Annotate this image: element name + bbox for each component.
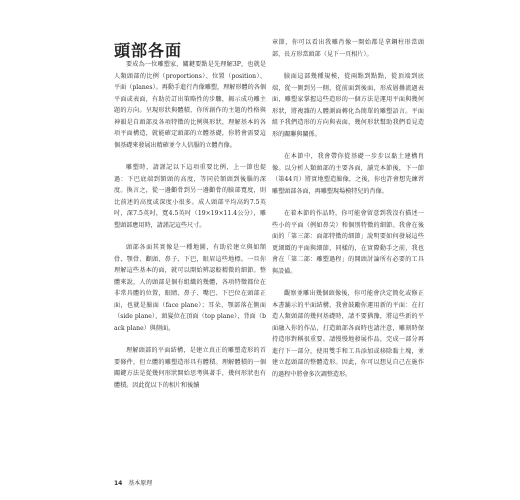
paragraph: 觀察並雕出幾個頭像後，你可能會決定簡化或修正本書舖示的平面結構，我會鼓勵你運用新的平面：在打造人類頭部的幾何基礎時，請不要猶豫，將這些新的平面融入你的作品，打造頭部各面時也請注意，雕刻時保持造形對稱很重要。請慢慢地發展作品，完成一部分再進行下一部分，使用雙手和工具添加或移除黏土塊，並建立起頭部的整體造形。因此，你可以想見自己在施作的過程中將會多次調整造形。 — [272, 290, 424, 378]
section-title: 頭部各面 — [114, 41, 183, 60]
page-footer — [114, 478, 152, 487]
paragraph: 頭部各面其實像是一種地圖，有助於建立與如額骨、顎骨、顴頭、鼻子、下巴，眼眉這些地標。一旦你理解這些基本的面，就可以開始辨認較精微的細節。整體來說，人的頭部是個有組織的幾體，各項特徵都位在非常具體的位置，眼睛、鼻子、嘴巴、下巴位在頭部正面，也就是臉面（face plane）；耳朵、顎部落在側面（side plane），頭髮位在頂面（top plane），背面（back plane）與側面。 — [114, 244, 266, 332]
left-column — [114, 59, 266, 391]
paragraph: 章節，你可以看出我雕肖像一開始都是拿鋼柱形當頭部，長方形當頭部（見下一頁相片）。 — [272, 39, 424, 58]
page-number: 14 — [114, 480, 123, 487]
running-section-name: 基本原理 — [128, 480, 153, 487]
paragraph: 在着本節的作品時，你可能會留意到我沒有描述一些小的平面（例如鼻尖）和個別特徵的細節。我會在後面的「第三部：面部特徵的細節」說明要如何發展這些更細緻的平面與細節，同樣的，在實際動手之前，我也會在「第二部：雕塑過程」的開頭討論所有必要的工具與設備。 — [272, 210, 424, 275]
paragraph: 在本節中，我會帶你從基礎一步步以黏土建構肖像。以分析人類頭部的主要各面，讀完本節後，下一節（第44頁）將實地塑造臉像，之後，你也許會想先練習雕塑頭部各面，再雕塑現場模特兒的肖像。 — [272, 153, 424, 195]
paragraph: 雕塑時，請謹記以下這項重要比例，上一節也提過：下巴底端到額頭的高度，等同於額頭到後腦的深度。換言之，從一邊顴骨到另一邊顴骨的臉部寬度，則比前述的高度或深度小很多。成人頭部平均高約7.5英吋，深7.5英吋，寬4.5英吋（19×19×11.4公分），雕塑頭部應用時，請謹記這些尺寸。 — [114, 164, 266, 229]
paragraph: 臉面這部幾種規模，從兩點到點點，從頂端到底端，從一側到另一側，從前面到後面，形成層疊流過表面，雕塑家掌握這些造形的一個方法是運用平面與幾何形狀，將複雜的人體測面轉化為簡單的雕塑語言。平面組予我們造形的方向與表面，幾何形狀幫助我們看見造形的關聯與關係。 — [272, 73, 424, 138]
right-column — [272, 37, 424, 380]
paragraph: 理解頭部的平面結構，是建立真正的雕塑造形的首要條件，但立體的雕塑造形具有體積。理解體積的一個關鍵方法是從幾何形狀開始思考與著手，幾何形狀也有體積。因此從以下的相片和後續 — [114, 347, 266, 389]
paragraph: 要成為一位雕塑家，關鍵要點是先理解3P，也就是人類頭部的比例（proportions）、位置（position）、平面（planes）。再動手進行肖像雕塑，理解形體的各個平面或表面，有助於訂出策略性的步驟，揭示成功雕主題的方向。呈現形狀與體積，你所創作的主題的性格與神韻是自頭部及各項特徵的比例與形狀，理解基本的各項平面構造，就能確定頭部的立體基礎，你將會需要這個基礎來發展出精確並令人信服的立體肖像。 — [114, 61, 266, 149]
